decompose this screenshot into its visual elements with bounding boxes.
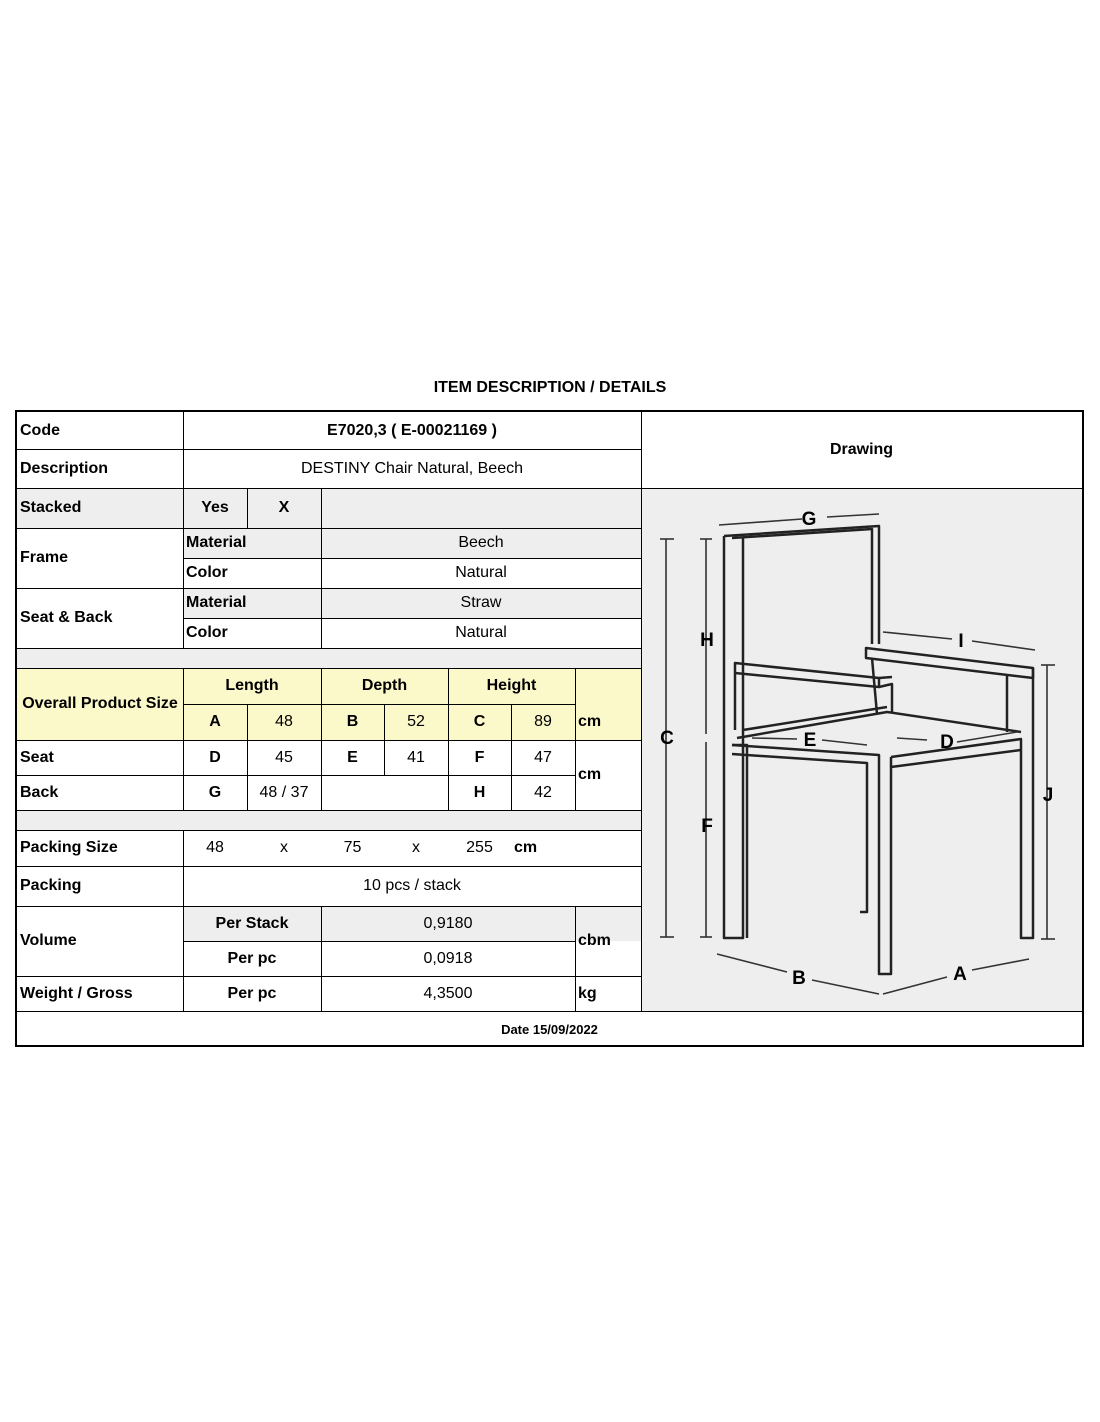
height-header: Height (486, 677, 537, 694)
weight-label: Weight / Gross (20, 984, 133, 1002)
seat-back-label: Seat & Back (20, 609, 113, 626)
dim-g-value: 48 / 37 (259, 783, 309, 801)
per-pc-weight-value: 4,3500 (423, 984, 473, 1002)
page-title: ITEM DESCRIPTION / DETAILS (433, 379, 667, 396)
dim-e-value: 41 (407, 748, 425, 766)
stacked-answer: Yes (201, 499, 229, 516)
dim-c-value: 89 (534, 713, 552, 730)
dim-b-marker: B (792, 968, 806, 989)
packing-value: 10 pcs / stack (363, 877, 461, 894)
dim-d-marker: D (940, 732, 954, 753)
dim-d-label: D (209, 748, 221, 766)
description-value: DESTINY Chair Natural, Beech (300, 459, 523, 477)
description-label: Description (20, 459, 109, 477)
seat-back-unit: cm (578, 766, 602, 783)
packing-length: 48 (206, 839, 224, 856)
per-pc-weight-label: Per pc (227, 984, 277, 1002)
chair-drawing (17, 412, 1082, 1011)
dim-g-label: G (208, 783, 222, 801)
overall-size-label: Overall Product Size (22, 695, 178, 712)
drawing-label: Drawing (829, 441, 894, 458)
dim-a-marker: A (953, 964, 967, 985)
dim-a-value: 48 (275, 713, 293, 730)
code-value: E7020,3 ( E-00021169 ) (327, 421, 497, 439)
frame-material-label: Material (186, 534, 247, 551)
weight-unit: kg (578, 984, 597, 1002)
dim-f-marker: F (701, 816, 713, 837)
per-pc-volume-value: 0,0918 (423, 949, 473, 967)
dim-f-value: 47 (534, 748, 552, 766)
dim-b-label: B (346, 713, 359, 730)
seat-back-material-value: Straw (460, 594, 502, 611)
dim-j-marker: J (1042, 785, 1054, 806)
spec-sheet (15, 410, 1084, 1047)
dim-a-label: A (209, 713, 221, 730)
packing-x1: x (280, 839, 288, 856)
date-label: Date 15/09/2022 (501, 1022, 598, 1037)
seat-back-color-value: Natural (455, 624, 507, 641)
dim-c-marker: C (660, 728, 674, 749)
seat-back-color-label: Color (186, 624, 228, 641)
packing-height: 255 (466, 839, 493, 856)
frame-color-label: Color (186, 564, 228, 581)
depth-header: Depth (361, 677, 408, 694)
per-pc-volume-label: Per pc (227, 949, 277, 967)
dim-h-value: 42 (534, 783, 552, 801)
stacked-mark: X (278, 499, 290, 516)
packing-label: Packing (20, 877, 82, 894)
back-label: Back (20, 783, 59, 801)
packing-x2: x (412, 839, 420, 856)
frame-color-value: Natural (455, 564, 507, 581)
dim-e-label: E (347, 748, 358, 766)
length-header: Length (225, 677, 279, 694)
volume-unit: cbm (578, 932, 611, 949)
dim-i-marker: I (958, 631, 964, 652)
dim-d-value: 45 (275, 748, 293, 766)
seat-back-material-label: Material (186, 594, 247, 611)
dim-f-label: F (474, 748, 485, 766)
per-stack-label: Per Stack (215, 914, 289, 932)
dim-e-marker: E (803, 730, 817, 751)
dim-g-marker: G (801, 509, 817, 530)
code-label: Code (20, 421, 60, 439)
stacked-label: Stacked (20, 499, 82, 516)
overall-unit: cm (578, 713, 602, 730)
dim-h-marker: H (700, 630, 714, 651)
frame-label: Frame (20, 549, 69, 566)
dim-c-label: C (473, 713, 486, 730)
seat-label: Seat (20, 748, 54, 766)
dim-h-label: H (473, 783, 486, 801)
packing-size-label: Packing Size (20, 839, 118, 856)
per-stack-value: 0,9180 (423, 914, 473, 932)
packing-width: 75 (343, 839, 362, 856)
packing-unit: cm (514, 839, 538, 856)
volume-label: Volume (20, 932, 77, 949)
dim-b-value: 52 (407, 713, 425, 730)
frame-material-value: Beech (458, 534, 504, 551)
